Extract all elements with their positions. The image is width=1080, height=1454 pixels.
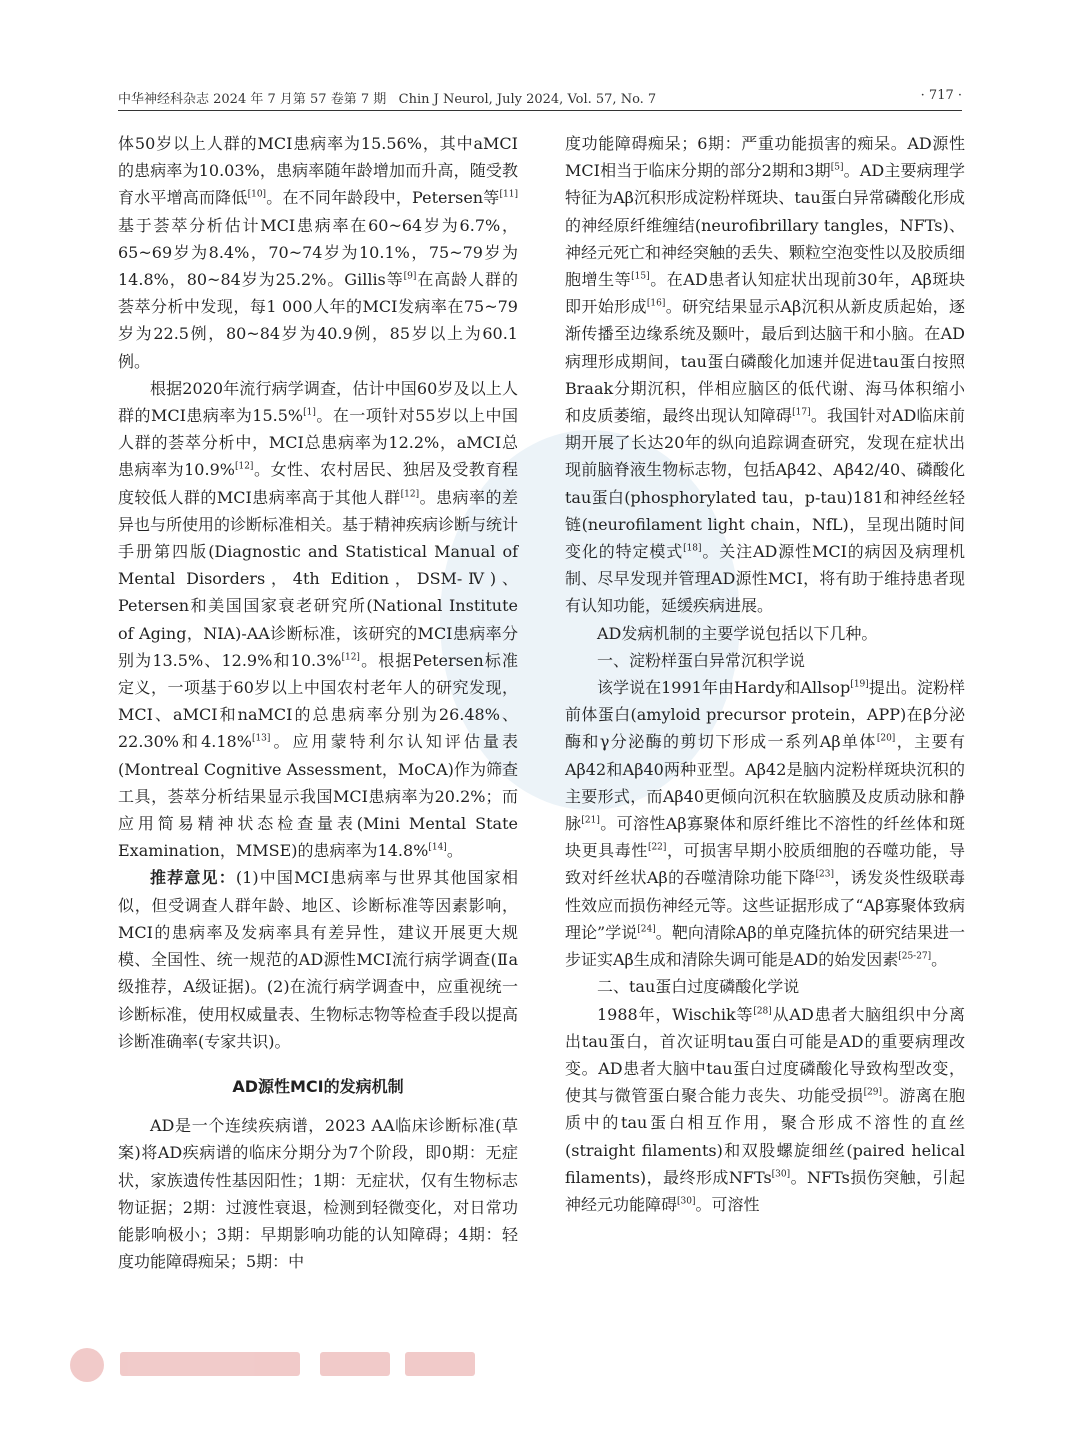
- journal-en: Chin J Neurol, July 2024, Vol. 57, No. 7: [398, 92, 657, 107]
- paragraph: AD是一个连续疾病谱，2023 AA临床诊断标准(草案)将AD疾病谱的临床分期分为7个阶段，即0期：无症状，家族遗传性基因阳性；1期：无症状，仅有生物标志物证据；2期：过渡性衰退，检测到轻微变化，对日常功能影响极小；3期：早期影响功能的认知障碍；4期：轻度功能障碍痴呆；5期：中: [118, 1116, 518, 1272]
- left-column: [118, 130, 518, 1275]
- citation[interactable]: [20]: [876, 734, 896, 745]
- citation[interactable]: [29]: [863, 1087, 883, 1098]
- citation[interactable]: [14]: [428, 842, 447, 853]
- citation[interactable]: [30]: [771, 1169, 791, 1180]
- citation[interactable]: [22]: [647, 842, 667, 853]
- citation[interactable]: [24]: [637, 924, 656, 935]
- page-number: · 717 ·: [920, 88, 962, 103]
- paragraph: AD发病机制的主要学说包括以下几种。: [597, 623, 878, 643]
- citation[interactable]: [25-27]: [898, 951, 932, 962]
- subsection-heading: 一、淀粉样蛋白异常沉积学说: [597, 650, 806, 670]
- citation[interactable]: [11]: [499, 190, 518, 201]
- paragraph: 根据2020年流行病学调查，估计中国60岁及以上人群的MCI患病率为15.5%[1]。在一项针对55岁以上中国人群的荟萃分析中，MCI总患病率为12.2%，aMCI总患病率为10.9%[12]。女性、农村居民、独居及受教育程度较低人群的MCI患病率高于其他人群[12]。患病率的差异也与所使用的诊断标准相关。基于精神疾病诊断与统计手册第四版(Diagnostic and Statistical Manual of Mental Disorders，4th Edition，DSM-Ⅳ)、Petersen和美国国家衰老研究所(National Institute of Aging，NIA)-AA诊断标准，该研究的MCI患病率分别为13.5%、12.9%和10.3%[12]。根据Petersen标准定义，一项基于60岁以上中国农村老年人的研究发现，MCI、aMCI和naMCI的总患病率分别为26.48%、22.30%和4.18%[13]。应用蒙特利尔认知评估量表(Montreal Cognitive Assessment，MoCA)作为筛查工具，荟萃分析结果显示我国MCI患病率为20.2%；而应用简易精神状态检查量表(Mini Mental State Examination，MMSE)的患病率为14.8%[14]。: [118, 378, 519, 861]
- citation[interactable]: [19]: [850, 679, 869, 690]
- logo-mark: [405, 1352, 475, 1376]
- citation[interactable]: [12]: [341, 652, 360, 663]
- paragraph: 1988年，Wischik等[28]从AD患者大脑组织中分离出tau蛋白，首次证明tau蛋白可能是AD的重要病理改变。AD患者大脑中tau蛋白过度磷酸化导致构型改变，使其与微管蛋白聚合能力丧失、功能受损[29]。游离在胞质中的tau蛋白相互作用，聚合形成不溶性的直丝(straight filaments)和双股螺旋细丝(paired helical filaments)，最终形成NFTs[30]。NFTs损伤突触，引起神经元功能障碍[30]。可溶性: [565, 1004, 965, 1214]
- citation[interactable]: [17]: [792, 407, 811, 418]
- subsection-heading: 二、tau蛋白过度磷酸化学说: [597, 977, 800, 997]
- citation[interactable]: [21]: [581, 815, 600, 826]
- recommendation-paragraph: 推荐意见：(1)中国MCI患病率与世界其他国家相似，但受调查人群年龄、地区、诊断标准等因素影响，MCI的患病率及发病率具有差异性，建议开展更大规模、全国性、统一规范的AD源性MCI流行病学调查(Ⅱa级推荐，A级证据)。(2)在流行病学调查中，应重视统一诊断标准，使用权威量表、生物标志物等检查手段以提高诊断准确率(专家共识)。: [118, 868, 519, 1051]
- paragraph: 度功能障碍痴呆；6期：严重功能损害的痴呆。AD源性MCI相当于临床分期的部分2期和3期[5]。AD主要病理学特征为Aβ沉积形成淀粉样斑块、tau蛋白异常磷酸化形成的神经原纤维缠结(neurofibrillary tangles，NFTs)、神经元死亡和神经突触的丢失、颗粒空泡变性以及胶质细胞增生等[15]。在AD患者认知症状出现前30年，Aβ斑块即开始形成[16]。研究结果显示Aβ沉积从新皮质起始，逐渐传播至边缘系统及颞叶，最后到达脑干和小脑。在AD病理形成期间，tau蛋白磷酸化加速并促进tau蛋白按照Braak分期沉积，伴相应脑区的低代谢、海马体积缩小和皮质萎缩，最终出现认知障碍[17]。我国针对AD临床前期开展了长达20年的纵向追踪调查研究，发现在症状出现前脑脊液生物标志物，包括Aβ42、Aβ42/40、磷酸化tau蛋白(phosphorylated tau，p-tau)181和神经丝轻链(neurofilament light chain，NfL)，呈现出随时间变化的特定模式[18]。关注AD源性MCI的病因及病理机制、尽早发现并管理AD源性MCI，将有助于维持患者现有认知功能，延缓疾病进展。: [565, 134, 966, 616]
- citation[interactable]: [9]: [403, 271, 417, 282]
- citation[interactable]: [30]: [677, 1196, 696, 1207]
- section-heading: AD源性MCI的发病机制: [232, 1076, 404, 1096]
- journal-citation: [118, 88, 656, 107]
- recommendation-label: 推荐意见：: [150, 868, 236, 888]
- citation[interactable]: [1]: [303, 407, 316, 418]
- paragraph: 体50岁以上人群的MCI患病率为15.56%，其中aMCI的患病率为10.03%，患病率随年龄增加而升高，随受教育水平增高而降低[10]。在不同年龄段中，Petersen等[11]基于荟萃分析估计MCI患病率在60~64岁为6.7%，65~69岁为8.4%，70~74岁为10.1%，75~79岁为14.8%，80~84岁为25.2%。Gillis等[9]在高龄人群的荟萃分析中发现，每1 000人年的MCI发病率在75~79岁为22.5例，80~84岁为40.9例，85岁以上为60.1例。: [118, 134, 518, 371]
- citation[interactable]: [10]: [247, 190, 267, 201]
- publisher-logo-watermark: [70, 1340, 500, 1390]
- running-header: [118, 88, 962, 111]
- paragraph: 该学说在1991年由Hardy和Allsop[19]提出。淀粉样前体蛋白(amyloid precursor protein，APP)在β分泌酶和γ分泌酶的剪切下形成一系列Aβ单体[20]，主要有Aβ42和Aβ40两种亚型。Aβ42是脑内淀粉样斑块沉积的主要形式，而Aβ40更倾向沉积在软脑膜及皮质动脉和静脉[21]。可溶性Aβ寡聚体和原纤维比不溶性的纤丝体和斑块更具毒性[22]，可损害早期小胶质细胞的吞噬功能，导致对纤丝状Aβ的吞噬清除功能下降[23]，诱发炎性级联毒性效应而损伤神经元等。这些证据形成了“Aβ寡聚体致病理论”学说[24]。靶向清除Aβ的单克隆抗体的研究结果进一步证实Aβ生成和清除失调可能是AD的始发因素[25-27]。: [565, 678, 965, 970]
- citation[interactable]: [12]: [400, 489, 420, 500]
- citation[interactable]: [23]: [815, 870, 834, 881]
- citation[interactable]: [12]: [234, 462, 254, 473]
- flower-icon: [70, 1348, 104, 1382]
- citation[interactable]: [28]: [753, 1006, 772, 1017]
- logo-text-mark: [120, 1352, 300, 1376]
- journal-cn: 中华神经科杂志 2024 年 7 月第 57 卷第 7 期: [118, 92, 387, 107]
- logo-mark: [320, 1352, 390, 1376]
- citation[interactable]: [18]: [683, 543, 702, 554]
- citation[interactable]: [15]: [631, 271, 650, 282]
- right-column: [565, 130, 965, 1218]
- citation[interactable]: [16]: [646, 298, 666, 309]
- citation[interactable]: [5]: [830, 162, 844, 173]
- citation[interactable]: [13]: [251, 734, 271, 745]
